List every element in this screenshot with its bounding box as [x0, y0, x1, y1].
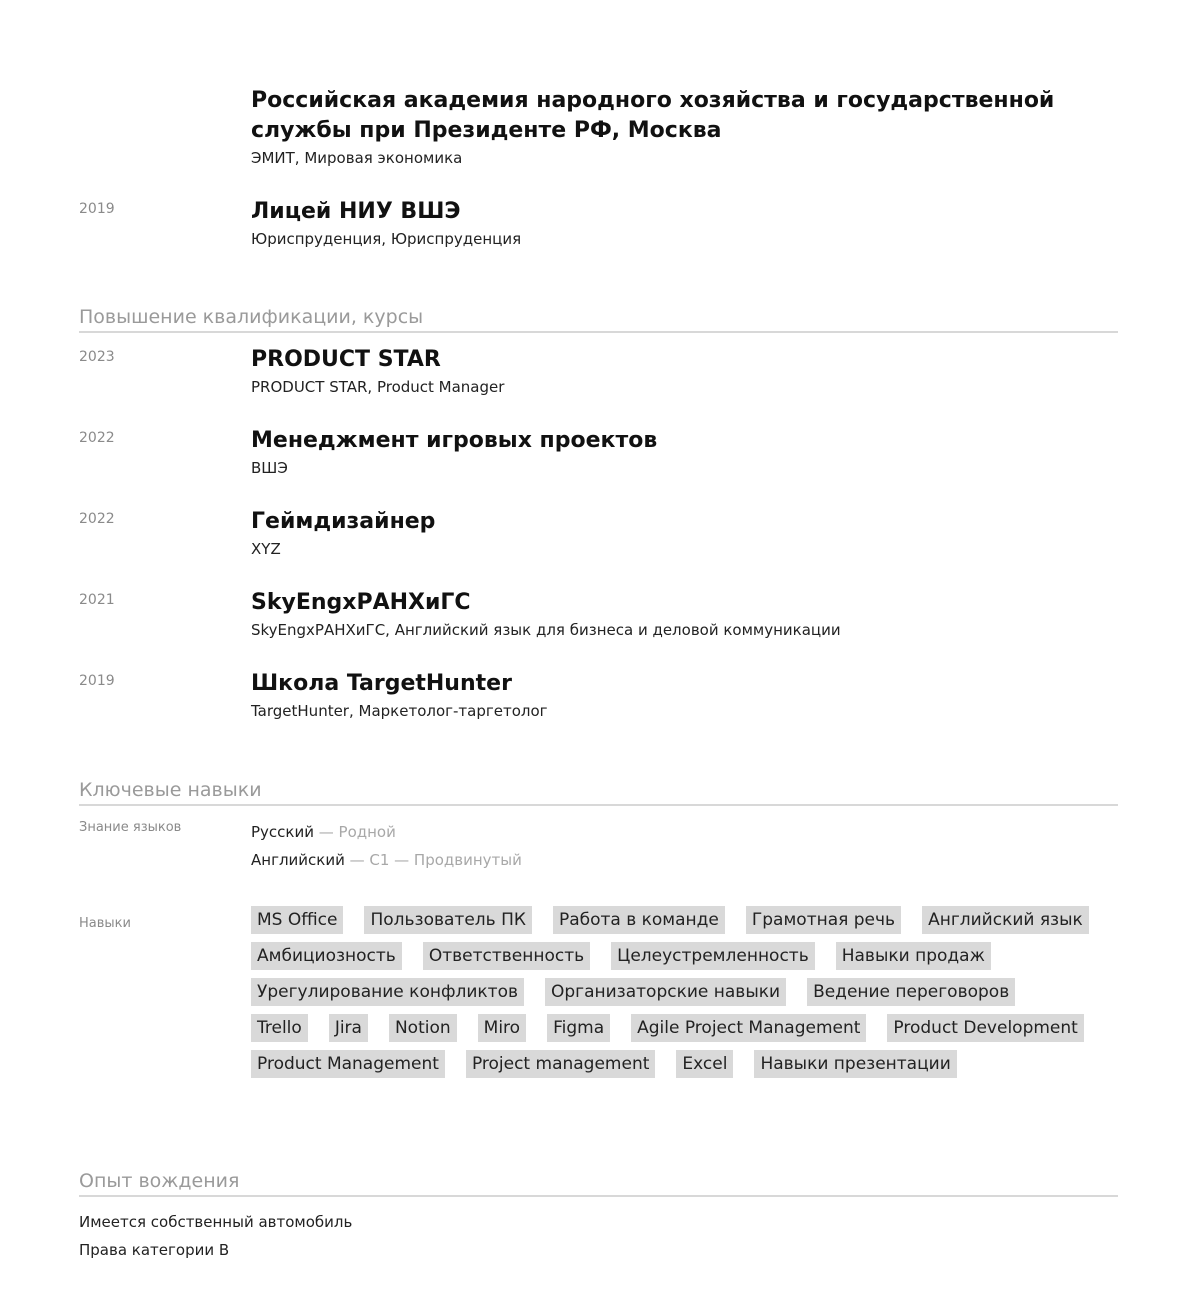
- courses-section-title: Повышение квалификации, курсы: [79, 305, 1118, 333]
- driving-section-title: Опыт вождения: [79, 1169, 1118, 1197]
- skill-tag: Организаторские навыки: [545, 978, 786, 1006]
- skill-tag: Figma: [547, 1014, 610, 1042]
- driving-line-license: Права категории B: [79, 1241, 230, 1259]
- course-subtitle: SkyEngxРАНХиГС, Английский язык для бизнеса и деловой коммуникации: [251, 621, 841, 639]
- skill-tag: Excel: [676, 1050, 733, 1078]
- skill-tag: Навыки продаж: [836, 942, 991, 970]
- skill-tag: Урегулирование конфликтов: [251, 978, 524, 1006]
- education-title: Российская академия народного хозяйства и государственной службы при Президенте РФ, Москва: [251, 88, 1055, 143]
- language-item: [251, 818, 522, 846]
- education-year: 2019: [79, 201, 115, 217]
- education-subtitle: ЭМИТ, Мировая экономика: [251, 149, 463, 167]
- skill-tag: Trello: [251, 1014, 308, 1042]
- course-year: 2019: [79, 673, 115, 689]
- skill-tag: Ведение переговоров: [807, 978, 1015, 1006]
- language-item: [251, 846, 522, 874]
- education-subtitle: Юриспруденция, Юриспруденция: [251, 230, 522, 248]
- skill-tag: Работа в команде: [553, 906, 725, 934]
- skill-tag: Product Management: [251, 1050, 445, 1078]
- skill-tag: Jira: [329, 1014, 368, 1042]
- skill-tag: Agile Project Management: [631, 1014, 866, 1042]
- course-subtitle: XYZ: [251, 540, 281, 558]
- skill-tag: Product Development: [887, 1014, 1083, 1042]
- skill-tag: Грамотная речь: [746, 906, 901, 934]
- course-year: 2021: [79, 592, 115, 608]
- skill-tag: Английский язык: [922, 906, 1089, 934]
- language-level: — Родной: [313, 823, 396, 841]
- language-name: Английский: [251, 851, 345, 869]
- skill-tag: Notion: [389, 1014, 457, 1042]
- skills-label: Навыки: [79, 916, 131, 931]
- languages-list: [251, 818, 522, 874]
- skill-tag: Пользователь ПК: [364, 906, 531, 934]
- skill-tag: MS Office: [251, 906, 343, 934]
- skill-tag: Целеустремленность: [611, 942, 815, 970]
- skills-tag-list: [251, 906, 1111, 1078]
- education-title: Лицей НИУ ВШЭ: [251, 199, 461, 224]
- language-name: Русский: [251, 823, 314, 841]
- course-title: PRODUCT STAR: [251, 347, 441, 372]
- course-year: 2023: [79, 349, 115, 365]
- course-year: 2022: [79, 430, 115, 446]
- skill-tag: Project management: [466, 1050, 655, 1078]
- skill-tag: Навыки презентации: [754, 1050, 956, 1078]
- course-subtitle: ВШЭ: [251, 459, 288, 477]
- course-subtitle: TargetHunter, Маркетолог-таргетолог: [251, 702, 548, 720]
- language-level: — C1 — Продвинутый: [344, 851, 522, 869]
- course-title: Менеджмент игровых проектов: [251, 428, 658, 453]
- skills-section-title: Ключевые навыки: [79, 778, 1118, 806]
- skill-tag: Ответственность: [423, 942, 590, 970]
- languages-label: Знание языков: [79, 820, 182, 835]
- course-subtitle: PRODUCT STAR, Product Manager: [251, 378, 505, 396]
- skill-tag: Амбициозность: [251, 942, 402, 970]
- course-title: Школа TargetHunter: [251, 671, 512, 696]
- skill-tag: Miro: [478, 1014, 526, 1042]
- course-title: Геймдизайнер: [251, 509, 436, 534]
- driving-line-car: Имеется собственный автомобиль: [79, 1213, 353, 1231]
- course-year: 2022: [79, 511, 115, 527]
- course-title: SkyEngxРАНХиГС: [251, 590, 471, 615]
